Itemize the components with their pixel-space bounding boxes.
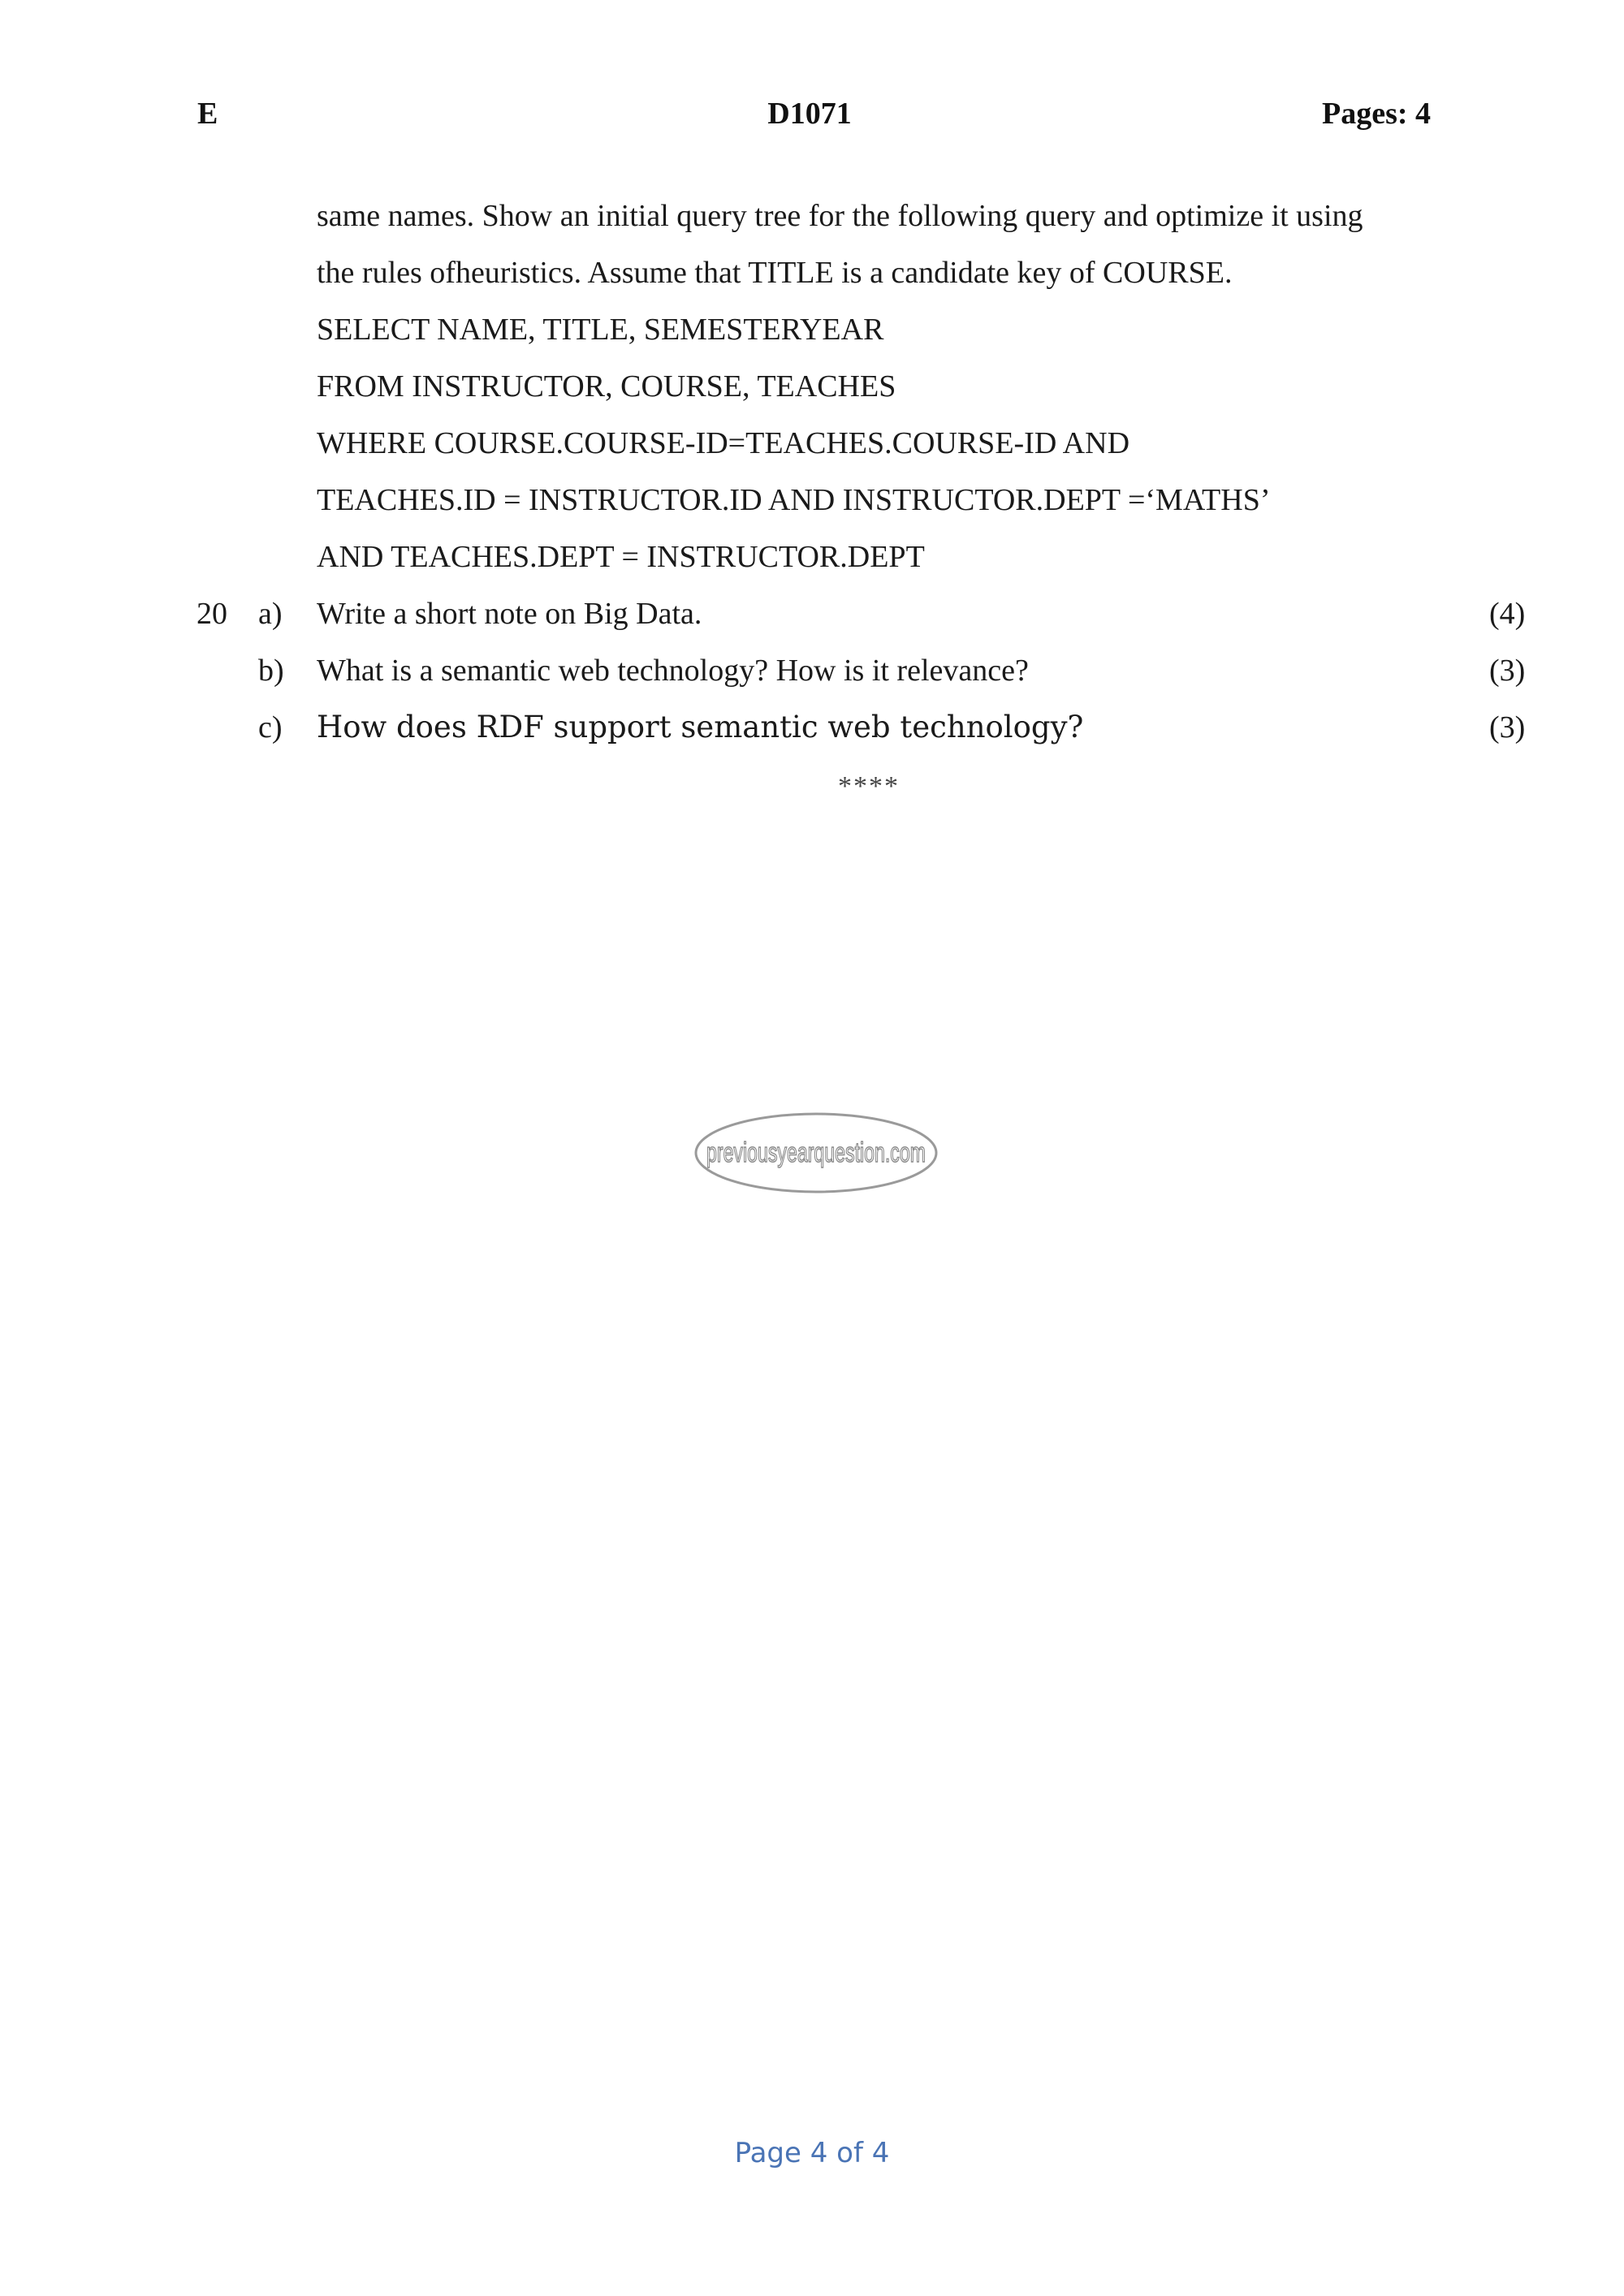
question-part-label: b) [258,654,284,688]
continuation-line: AND TEACHES.DEPT = INSTRUCTOR.DEPT [317,540,925,574]
header-page-count: Pages: 4 [1322,97,1432,131]
header-paper-code: D1071 [767,97,852,131]
question-part-text: What is a semantic web technology? How is it relevance? [317,654,1029,688]
question-part-text: How does RDF support semantic web technology? [317,710,1084,744]
question-part-marks: (3) [1489,710,1526,744]
question-number: 20 [197,597,227,631]
question-part-marks: (4) [1489,597,1526,631]
question-part-label: a) [258,597,283,631]
continuation-line: FROM INSTRUCTOR, COURSE, TEACHES [317,369,896,404]
watermark-text: previousyearquestion.com [706,1137,926,1168]
question-part-text: Write a short note on Big Data. [317,597,702,631]
end-of-paper-mark: **** [838,771,900,801]
question-part-label: c) [258,710,283,744]
question-part-marks: (3) [1489,654,1526,688]
page-footer: Page 4 of 4 [734,2137,890,2169]
watermark-logo [694,1112,938,1193]
header-section-code: E [197,97,218,131]
continuation-line: TEACHES.ID = INSTRUCTOR.ID AND INSTRUCTOR.DEPT =‘MATHS’ [317,483,1271,517]
continuation-line: the rules ofheuristics. Assume that TITLE is a candidate key of COURSE. [317,256,1233,290]
continuation-line: same names. Show an initial query tree for the following query and optimize it using [317,199,1363,233]
continuation-line: SELECT NAME, TITLE, SEMESTERYEAR [317,313,884,347]
continuation-line: WHERE COURSE.COURSE-ID=TEACHES.COURSE-ID AND [317,426,1130,460]
